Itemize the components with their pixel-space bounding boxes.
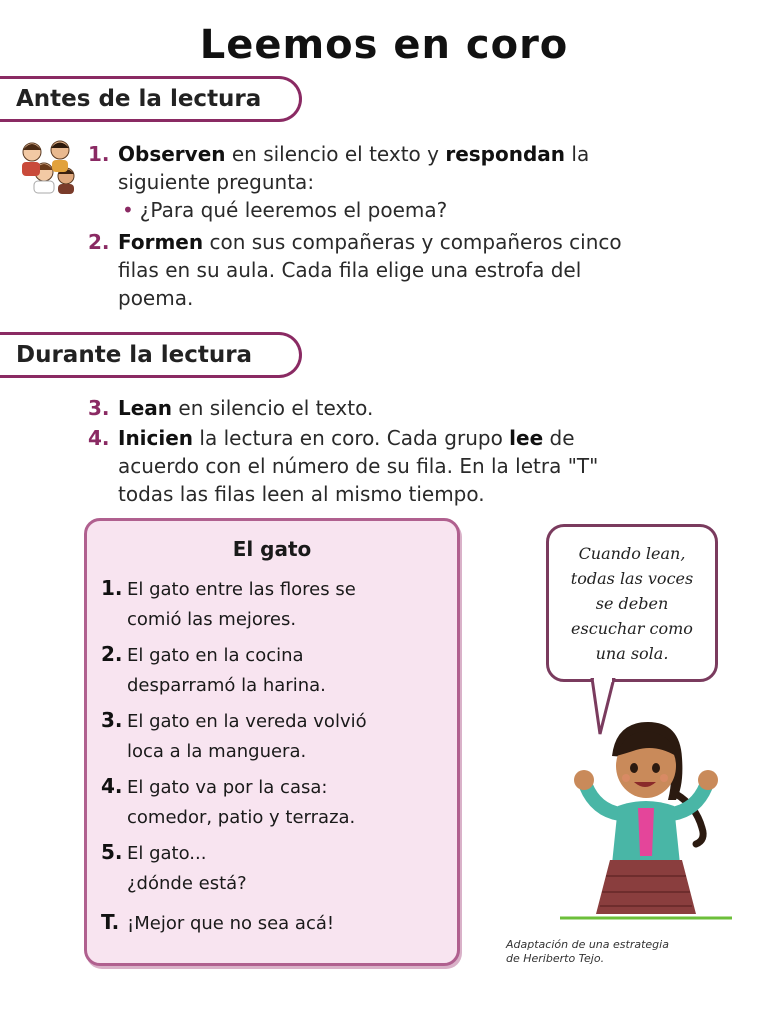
instruction-text: siguiente pregunta:: [118, 170, 315, 194]
instruction-text: con sus compañeras y compañeros cinco: [203, 230, 622, 254]
instruction-number: 2.: [88, 230, 110, 254]
speech-line: escuchar como: [571, 618, 693, 638]
bullet-icon: •: [122, 198, 134, 222]
stanza-line: desparramó la harina.: [127, 675, 326, 696]
section-heading-durante-label: Durante la lectura: [16, 342, 253, 368]
instruction-text: todas las filas leen al mismo tiempo.: [118, 482, 485, 506]
instruction-text: acuerdo con el número de su fila. En la letra "T": [118, 454, 599, 478]
credit-line: de Heriberto Tejo.: [506, 952, 605, 965]
speech-bubble: [546, 524, 718, 682]
girl-illustration: [556, 716, 736, 926]
poem-stanza-3: [101, 705, 451, 767]
stanza-line: ¡Mejor que no sea acá!: [127, 913, 335, 934]
instruction-2: [88, 228, 728, 312]
stanza-line: El gato en la vereda volvió: [127, 711, 367, 732]
stanza-number: 5.: [101, 840, 123, 864]
instruction-verb: lee: [509, 426, 544, 450]
poem-stanza-2: [101, 639, 451, 701]
instruction-number: 3.: [88, 396, 110, 420]
stanza-line: El gato va por la casa:: [127, 777, 328, 798]
stanza-number: T.: [101, 910, 120, 934]
instruction-text: de: [543, 426, 575, 450]
poem-card: [84, 518, 460, 966]
question-bullet: [88, 196, 728, 224]
students-group-icon: [16, 138, 80, 194]
instruction-number: 4.: [88, 426, 110, 450]
instruction-3: [88, 394, 728, 422]
speech-line: Cuando lean,: [578, 543, 686, 563]
section-heading-antes: [0, 76, 302, 122]
speech-line: se deben: [595, 593, 669, 613]
poem-stanza-5: [101, 837, 451, 899]
stanza-line: loca a la manguera.: [127, 741, 307, 762]
instruction-text: la: [565, 142, 590, 166]
stanza-line: ¿dónde está?: [127, 873, 247, 894]
instruction-verb: Inicien: [118, 426, 194, 450]
instruction-text: la lectura en coro. Cada grupo: [193, 426, 510, 450]
instruction-4: [88, 424, 728, 508]
poem-stanza-t: [101, 907, 451, 939]
section-heading-antes-label: Antes de la lectura: [16, 86, 262, 112]
instruction-1: [88, 140, 728, 224]
instruction-text: poema.: [118, 286, 194, 310]
poem-stanza-4: [101, 771, 451, 833]
stanza-number: 1.: [101, 576, 123, 600]
instruction-text: en silencio el texto y: [225, 142, 446, 166]
section-heading-durante: [0, 332, 302, 378]
credit-line: Adaptación de una estrategia: [506, 938, 669, 951]
stanza-line: El gato entre las flores se: [127, 579, 356, 600]
speech-line: todas las voces: [570, 568, 694, 588]
speech-bubble-text: [571, 541, 693, 666]
stanza-number: 2.: [101, 642, 123, 666]
instruction-verb: Formen: [118, 230, 204, 254]
stanza-number: 3.: [101, 708, 123, 732]
instruction-text: filas en su aula. Cada fila elige una estrofa del: [118, 258, 582, 282]
illustration-credit: [506, 938, 746, 966]
speech-line: una sola.: [595, 643, 669, 663]
poem-stanza-1: [101, 573, 451, 635]
instruction-verb: respondan: [445, 142, 566, 166]
stanza-number: 4.: [101, 774, 123, 798]
instruction-verb: Lean: [118, 396, 173, 420]
instruction-text: en silencio el texto.: [172, 396, 374, 420]
stanza-line: El gato...: [127, 843, 207, 864]
stanza-line: comió las mejores.: [127, 609, 297, 630]
poem-title: El gato: [232, 537, 312, 561]
page-title: Leemos en coro: [199, 22, 569, 68]
stanza-line: comedor, patio y terraza.: [127, 807, 356, 828]
stanza-line: El gato en la cocina: [127, 645, 304, 666]
bullet-text: ¿Para qué leeremos el poema?: [139, 198, 448, 222]
instruction-number: 1.: [88, 142, 110, 166]
instruction-verb: Observen: [118, 142, 226, 166]
